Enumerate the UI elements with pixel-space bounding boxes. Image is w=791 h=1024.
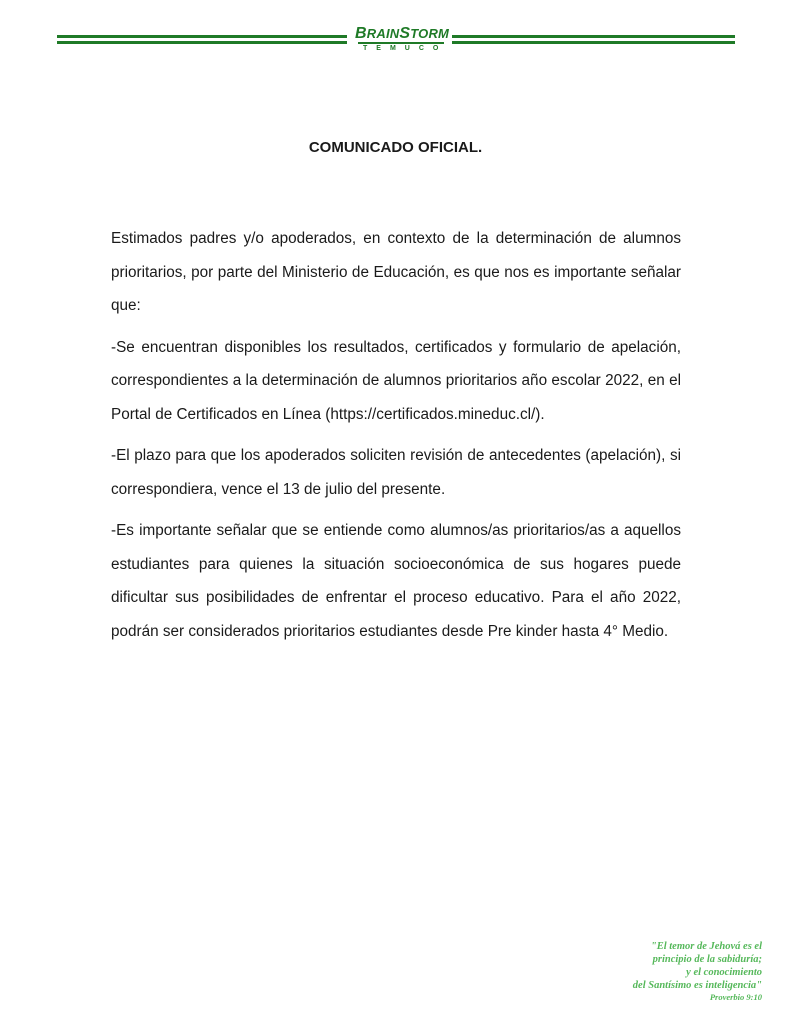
paragraph-priority-definition: -Es importante señalar que se entiende como alumnos/as prioritarios/as a aquellos estudiantes para quienes la situación socioeconómica de sus hogares puede dificultar sus posibilidades de enfrentar el proceso educativo. Para el año 2022, podrán ser considerados prioritarios estudiantes desde Pre kinder hasta 4° Medio.: [111, 522, 681, 640]
footer-quote: [542, 940, 762, 1003]
letterhead-rule-left: [57, 35, 347, 46]
paragraph-intro: Estimados padres y/o apoderados, en contexto de la determinación de alumnos prioritarios, por parte del Ministerio de Educación, es que nos es importante señalar que:: [111, 230, 681, 314]
letterhead-rule-right: [452, 35, 735, 46]
document-body: [111, 222, 681, 656]
quote-line: "El temor de Jehová es el: [650, 941, 762, 952]
logo-sub-text: TEMUCO: [363, 45, 448, 52]
quote-line: del Santísimo es inteligencia": [632, 980, 762, 991]
paragraph-appeal-deadline: -El plazo para que los apoderados soliciten revisión de antecedentes (apelación), si correspondiera, vence el 13 de julio del presente.: [111, 447, 681, 498]
quote-line: principio de la sabiduría;: [652, 954, 762, 965]
document-title: COMUNICADO OFICIAL.: [308, 139, 483, 156]
paragraph-results-available: -Se encuentran disponibles los resultados, certificados y formulario de apelación, correspondientes a la determinación de alumnos prioritarios año escolar 2022, en el Portal de Certificados en Línea (https://certificados.mineduc.cl/).: [111, 338, 681, 423]
quote-line: y el conocimiento: [686, 967, 762, 978]
brainstorm-logo: [355, 25, 450, 60]
quote-reference: Proverbio 9:10: [709, 992, 762, 1002]
letterhead: [0, 26, 791, 60]
logo-main-text: BRAINSTORM: [355, 25, 450, 42]
